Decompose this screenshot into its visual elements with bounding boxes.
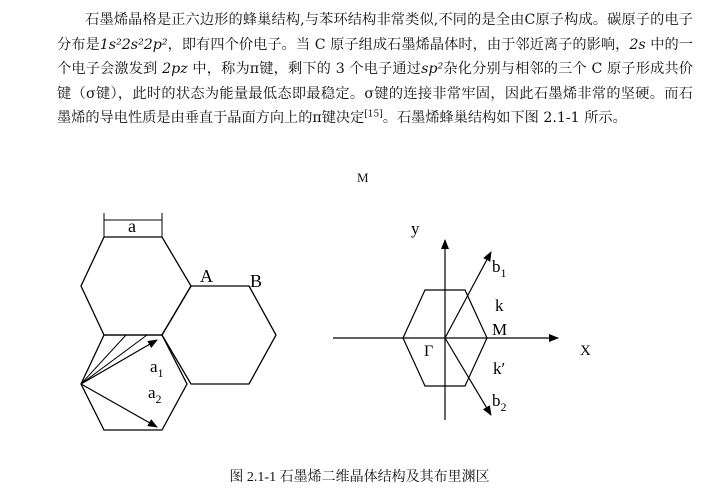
text-segment: 中的一个电子会激发到 — [57, 36, 693, 78]
orbital-2s: 2s — [629, 36, 646, 53]
vector-b1-arrow — [445, 252, 491, 338]
label-k-prime: k′ — [493, 359, 506, 378]
text-segment: 。石墨烯蜂巢结构如下图 2.1-1 所示。 — [382, 110, 627, 127]
label-x: X — [580, 343, 591, 359]
label-B: B — [250, 271, 263, 291]
electron-config: 1s²2s²2p² — [99, 36, 168, 53]
citation-ref: [15] — [364, 109, 383, 120]
lattice-chord-1 — [81, 335, 147, 384]
hexagon-top — [81, 237, 191, 335]
label-a2: $a_2$ — [148, 383, 162, 406]
text-segment: 中，称为π键，剩下的 3 个电子通过 — [187, 61, 422, 78]
label-b1: $b_1$ — [492, 257, 507, 280]
label-gamma: Γ — [424, 343, 434, 360]
text-segment: 杂化分别与相邻的三个 C 原子形成共价键（σ键），此时的状态为能量最低态即最稳定。σ键的连接非常牢固，因此石墨烯非常的坚硬。而石墨烯的导电性质是由垂直于晶面方向上的π键决定 — [57, 61, 693, 127]
vector-b2-arrow — [445, 338, 491, 415]
label-a1: $a_1$ — [150, 357, 164, 380]
brillouin-zone — [333, 240, 558, 420]
lattice-chord-2 — [81, 335, 126, 384]
figure-caption: 图 2.1-1 石墨烯二维晶体结构及其布里渊区 — [229, 470, 490, 485]
label-y: y — [411, 219, 420, 238]
text-segment: ，即有四个价电子。当 C 原子组成石墨烯晶体时，由于邻近离子的影响， — [167, 36, 630, 53]
text-segment: 石墨烯晶格是正六边形的蜂巢结构,与苯环结构非常类似,不同的是全由C原子构成。碳原子的电子分布是 — [57, 12, 693, 53]
label-M: M — [492, 320, 508, 339]
sp2-hybrid: sp² — [421, 61, 444, 78]
vector-a1-arrow — [81, 340, 157, 384]
label-k: k — [495, 296, 504, 315]
orbital-2pz: 2pz — [162, 61, 188, 78]
honeycomb-lattice — [81, 213, 276, 430]
label-b2: $b_2$ — [492, 391, 507, 414]
label-A: A — [200, 266, 213, 286]
label-a: a — [128, 216, 136, 236]
stray-label-m: M — [357, 170, 369, 185]
